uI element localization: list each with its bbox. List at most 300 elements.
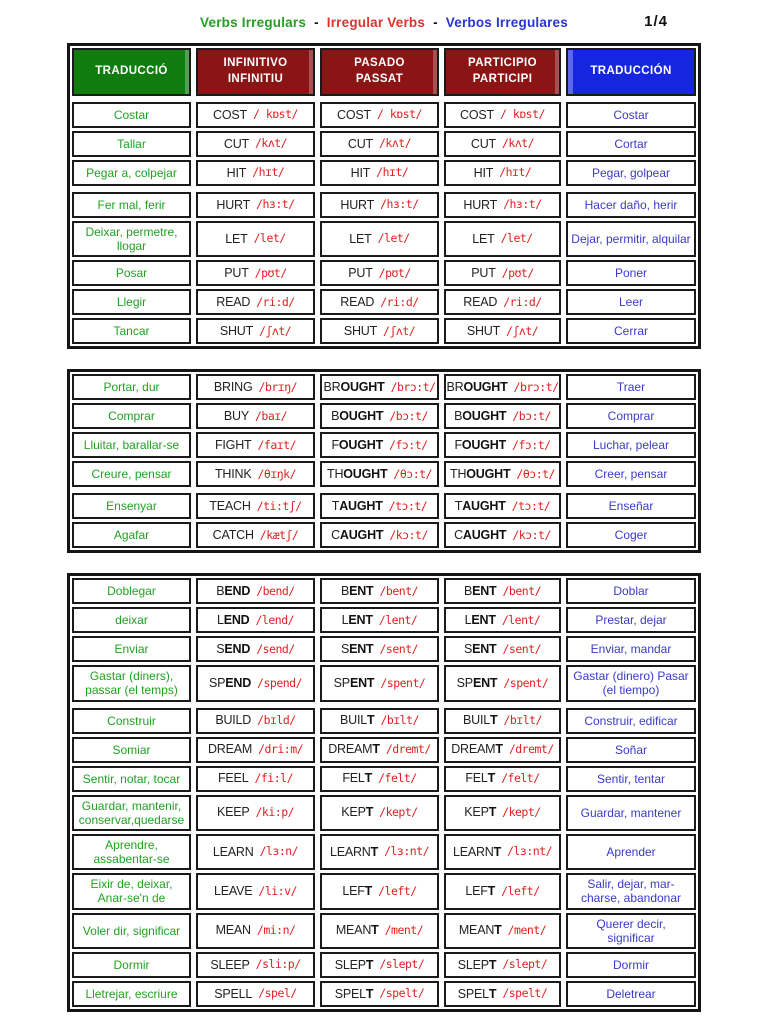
participle-cell [444, 160, 561, 186]
past-cell [320, 665, 439, 701]
catalan-text: Posar [115, 266, 148, 281]
participle-cell [444, 952, 561, 978]
past-cell [320, 578, 439, 604]
title-catalan: Verbs Irregulars [200, 15, 307, 30]
phonetic-text: /ki:p/ [255, 805, 295, 819]
catalan-text: Ensenyar [106, 499, 157, 514]
page-title [0, 0, 768, 37]
table-row [72, 737, 696, 763]
spanish-cell [566, 708, 696, 734]
verb-text: PUT [471, 265, 496, 280]
verb-text: FIGHT [214, 437, 252, 452]
phonetic-text: /spelt/ [379, 986, 425, 1001]
spanish-text: Gastar (dinero) Pasar (el tiempo) [573, 669, 689, 698]
phonetic-text: /lent/ [501, 612, 541, 627]
phonetic-text: /bent/ [502, 583, 542, 598]
spanish-cell [566, 981, 696, 1007]
participle-cell [444, 192, 561, 218]
verb-text: KEPT [341, 805, 374, 820]
table-row [72, 607, 696, 633]
spanish-text: Coger [614, 528, 648, 543]
spanish-cell [566, 289, 696, 315]
catalan-cell [72, 913, 191, 949]
phonetic-text: /kætʃ/ [259, 527, 299, 542]
catalan-cell [72, 403, 191, 429]
verb-text: KEPT [464, 805, 497, 820]
table-row [72, 795, 696, 831]
phonetic-text: /spelt/ [502, 986, 548, 1001]
catalan-text: Agafar [113, 528, 150, 543]
verb-text: PUT [224, 265, 249, 280]
header-label: INFINITIU [227, 73, 284, 85]
catalan-cell [72, 578, 191, 604]
spanish-cell [566, 102, 696, 128]
participle-cell [444, 737, 561, 763]
spanish-text: Sentir, tentar [596, 771, 666, 786]
catalan-cell [72, 160, 191, 186]
table-row [72, 432, 696, 458]
verb-text: FEEL [217, 771, 249, 786]
verb-text: COST [337, 107, 371, 122]
table-row [72, 834, 696, 870]
phonetic-text: / kɒst/ [499, 107, 545, 122]
verb-text: BROUGHT [323, 379, 385, 394]
spanish-cell [566, 834, 696, 870]
catalan-text: Llegir [116, 295, 147, 310]
verb-text: LET [225, 231, 248, 246]
spanish-text: Doblar [613, 584, 649, 599]
past-cell [320, 493, 439, 519]
row-group [72, 102, 696, 186]
participle-cell [444, 432, 561, 458]
phonetic-text: /kept/ [379, 805, 418, 819]
past-cell [320, 260, 439, 286]
past-cell [320, 192, 439, 218]
table-row [72, 636, 696, 662]
header-label: PASSAT [355, 73, 404, 85]
phonetic-text: /bɔ:t/ [512, 408, 551, 423]
phonetic-text: /let/ [500, 231, 533, 246]
verb-text: SLEEP [210, 957, 250, 972]
verb-text: FELT [465, 771, 496, 786]
verb-text: BRING [213, 379, 253, 394]
table-row [72, 131, 696, 157]
phonetic-text: /hɜ:t/ [380, 197, 419, 212]
past-cell [320, 834, 439, 870]
catalan-cell [72, 102, 191, 128]
participle-cell [444, 795, 561, 831]
table-row [72, 522, 696, 548]
catalan-text: Eixir de, deixar, Anar-se'n de [90, 877, 173, 906]
verb-text: LEFT [465, 884, 496, 899]
catalan-cell [72, 221, 191, 257]
table-row [72, 318, 696, 344]
verb-text: MEANT [335, 923, 379, 938]
table-row [72, 766, 696, 792]
phonetic-text: /ʃʌt/ [259, 323, 292, 338]
catalan-text: Gastar (diners), passar (el temps) [85, 669, 178, 698]
spanish-cell [566, 192, 696, 218]
phonetic-text: /lɜ:n/ [259, 844, 299, 859]
verb-text: MEANT [458, 923, 502, 938]
infinitive-cell [196, 260, 315, 286]
spanish-text: Comprar [607, 409, 655, 424]
infinitive-cell [196, 461, 315, 487]
verb-text: BENT [463, 583, 497, 598]
phonetic-text: /ti:tʃ/ [256, 498, 302, 513]
catalan-text: Guardar, mantenir, conservar,quedarse [78, 798, 185, 827]
verb-text: BUILD [215, 713, 252, 728]
phonetic-text: /bɪld/ [257, 712, 296, 727]
spanish-text: Deletrear [606, 986, 656, 1001]
spanish-text: Salir, dejar, mar-charse, abandonar [580, 877, 682, 906]
past-cell [320, 913, 439, 949]
spanish-text: Aprender [606, 845, 656, 860]
verb-text: TAUGHT [331, 498, 383, 513]
spanish-cell [566, 578, 696, 604]
catalan-text: Tancar [113, 324, 150, 339]
verb-text: HURT [463, 197, 498, 212]
catalan-cell [72, 834, 191, 870]
phonetic-text: /li:v/ [258, 883, 297, 898]
past-cell [320, 766, 439, 792]
spanish-text: Traer [616, 380, 646, 395]
phonetic-text: /hɪt/ [499, 165, 532, 180]
phonetic-text: /faɪt/ [257, 437, 297, 452]
past-cell [320, 221, 439, 257]
infinitive-cell [196, 160, 315, 186]
verb-table-1 [67, 43, 701, 349]
phonetic-text: /dri:m/ [258, 741, 304, 756]
verb-text: HIT [226, 165, 247, 180]
past-cell [320, 708, 439, 734]
table-row [72, 221, 696, 257]
phonetic-text: /ʃʌt/ [383, 323, 416, 338]
title-spanish: Verbos Irregulares [445, 15, 568, 30]
phonetic-text: / kɒst/ [376, 107, 422, 122]
phonetic-text: /lent/ [378, 612, 418, 627]
verb-text: CUT [223, 136, 249, 151]
verb-text: LET [349, 231, 372, 246]
catalan-cell [72, 461, 191, 487]
participle-cell [444, 102, 561, 128]
verb-text: CATCH [212, 527, 254, 542]
past-cell [320, 981, 439, 1007]
verb-text: BEND [216, 583, 251, 598]
header-label: INFINITIVO [223, 57, 288, 70]
participle-cell [444, 318, 561, 344]
phonetic-text: /θɔ:t/ [393, 466, 432, 481]
table-row [72, 102, 696, 128]
verb-text: DREAMT [328, 742, 380, 757]
verb-text: LEAVE [214, 884, 253, 899]
phonetic-text: /lɜ:nt/ [384, 844, 430, 859]
table-row [72, 578, 696, 604]
phonetic-text: /mi:n/ [256, 922, 296, 937]
participle-cell [444, 708, 561, 734]
verb-text: BROUGHT [446, 379, 508, 394]
infinitive-cell [196, 665, 315, 701]
verb-text: FOUGHT [331, 437, 384, 452]
phonetic-text: /ʃʌt/ [506, 323, 539, 338]
phonetic-text: /ment/ [507, 922, 547, 937]
phonetic-text: /bɪlt/ [503, 712, 542, 727]
phonetic-text: /kʌt/ [254, 136, 288, 151]
table-row [72, 403, 696, 429]
verb-text: LEARNT [452, 844, 502, 859]
title-english: Irregular Verbs [326, 15, 426, 30]
spanish-cell [566, 131, 696, 157]
spanish-cell [566, 260, 696, 286]
table-row [72, 873, 696, 909]
verb-text: FELT [342, 771, 373, 786]
verb-text: CAUGHT [454, 527, 507, 542]
spanish-text: Poner [614, 266, 648, 281]
verb-text: MEAN [215, 923, 251, 938]
verb-text: LENT [464, 612, 496, 627]
phonetic-text: /send/ [256, 641, 295, 656]
past-cell [320, 636, 439, 662]
verb-text: DREAMT [451, 742, 503, 757]
phonetic-text: /lɜ:nt/ [507, 844, 553, 859]
spanish-text: Construir, edificar [584, 713, 678, 728]
catalan-text: Creure, pensar [91, 467, 172, 482]
phonetic-text: /spend/ [257, 675, 303, 690]
verb-text: COST [213, 107, 247, 122]
spanish-cell [566, 737, 696, 763]
spanish-cell [566, 795, 696, 831]
verb-text: LENT [341, 612, 373, 627]
spanish-cell [566, 374, 696, 400]
table-row [72, 160, 696, 186]
catalan-text: Tallar [117, 136, 146, 151]
verb-text: THINK [214, 466, 252, 481]
phonetic-text: /baɪ/ [254, 408, 288, 423]
verb-text: READ [463, 294, 498, 309]
infinitive-cell [196, 795, 315, 831]
table-row [72, 952, 696, 978]
table-row [72, 260, 696, 286]
phonetic-text: /left/ [378, 883, 417, 898]
table-row [72, 981, 696, 1007]
phonetic-text: /lend/ [255, 612, 295, 627]
spanish-cell [566, 461, 696, 487]
catalan-cell [72, 873, 191, 909]
phonetic-text: /hɜ:t/ [503, 197, 542, 212]
catalan-text: Lluitar, barallar-se [83, 438, 180, 453]
infinitive-cell [196, 318, 315, 344]
header-label: PARTICIPI [472, 73, 533, 85]
verb-text: BUY [223, 408, 249, 423]
phonetic-text: /spent/ [503, 675, 549, 690]
catalan-cell [72, 952, 191, 978]
participle-cell [444, 873, 561, 909]
table-row [72, 913, 696, 949]
catalan-text: Sentir, notar, tocar [82, 771, 181, 786]
verb-text: BOUGHT [454, 408, 507, 423]
infinitive-cell [196, 374, 315, 400]
verb-text: SENT [340, 641, 374, 656]
catalan-cell [72, 522, 191, 548]
table-row [72, 289, 696, 315]
infinitive-cell [196, 578, 315, 604]
verb-text: SHUT [466, 323, 501, 338]
verb-text: SPENT [333, 676, 375, 691]
verb-text: HURT [216, 197, 251, 212]
phonetic-text: /tɔ:t/ [511, 498, 551, 513]
infinitive-cell [196, 432, 315, 458]
past-cell [320, 795, 439, 831]
participle-cell [444, 636, 561, 662]
phonetic-text: /slept/ [502, 957, 548, 972]
phonetic-text: /bɔ:t/ [389, 408, 428, 423]
spanish-cell [566, 221, 696, 257]
participle-cell [444, 403, 561, 429]
spanish-text: Querer decir, significar [596, 916, 666, 945]
spanish-cell [566, 493, 696, 519]
infinitive-cell [196, 192, 315, 218]
header-label: PARTICIPIO [468, 57, 537, 70]
catalan-text: Fer mal, ferir [97, 197, 166, 212]
spanish-text: Guardar, mantener [580, 805, 682, 820]
infinitive-cell [196, 766, 315, 792]
spanish-text: Leer [618, 295, 644, 310]
header-past [320, 48, 439, 96]
catalan-cell [72, 131, 191, 157]
catalan-text: Construir [107, 713, 156, 728]
participle-cell [444, 578, 561, 604]
phonetic-text: /fɔ:t/ [512, 437, 551, 452]
verb-text: READ [340, 294, 375, 309]
verb-text: TEACH [209, 498, 251, 513]
verb-text: KEEP [216, 805, 250, 820]
catalan-text: Pegar a, colpejar [86, 165, 177, 180]
spanish-text: Luchar, pelear [592, 438, 670, 453]
spanish-cell [566, 766, 696, 792]
catalan-cell [72, 708, 191, 734]
verb-text: HIT [473, 165, 494, 180]
verb-text: THOUGHT [450, 466, 511, 481]
tables-area [67, 43, 701, 1012]
header-infinitive [196, 48, 315, 96]
spanish-cell [566, 913, 696, 949]
catalan-cell [72, 766, 191, 792]
spanish-text: Dejar, permitir, alquilar [571, 232, 691, 247]
phonetic-text: /spel/ [258, 986, 297, 1001]
phonetic-text: /brɔ:t/ [390, 379, 436, 394]
verb-text: PUT [348, 265, 373, 280]
phonetic-text: /sli:p/ [255, 957, 301, 972]
spanish-cell [566, 403, 696, 429]
spanish-cell [566, 952, 696, 978]
phonetic-text: /fɔ:t/ [389, 437, 428, 452]
catalan-text: Enviar [114, 642, 149, 657]
spanish-text: Enseñar [608, 499, 654, 514]
phonetic-text: /hɜ:t/ [256, 197, 295, 212]
past-cell [320, 737, 439, 763]
catalan-cell [72, 318, 191, 344]
spanish-text: Cerrar [613, 324, 648, 339]
participle-cell [444, 766, 561, 792]
verb-text: SEND [216, 641, 251, 656]
phonetic-text: /felt/ [501, 770, 540, 785]
table-row [72, 665, 696, 701]
verb-text: SLEPT [457, 957, 497, 972]
header-traduccio [72, 48, 191, 96]
phonetic-text: /kɔ:t/ [389, 527, 428, 542]
past-cell [320, 403, 439, 429]
verb-text: SPENT [456, 676, 498, 691]
table-row [72, 708, 696, 734]
infinitive-cell [196, 289, 315, 315]
spanish-cell [566, 160, 696, 186]
verb-text: BENT [340, 583, 374, 598]
header-group [72, 48, 696, 96]
catalan-text: Somiar [112, 742, 151, 757]
infinitive-cell [196, 708, 315, 734]
infinitive-cell [196, 913, 315, 949]
phonetic-text: /hɪt/ [252, 165, 285, 180]
row-group [72, 708, 696, 1007]
infinitive-cell [196, 607, 315, 633]
verb-text: BOUGHT [331, 408, 384, 423]
verb-text: SLEPT [334, 957, 374, 972]
catalan-cell [72, 432, 191, 458]
verb-text: LEFT [342, 884, 373, 899]
participle-cell [444, 131, 561, 157]
verb-text: LET [472, 231, 495, 246]
verb-text: HURT [340, 197, 375, 212]
phonetic-text: /let/ [377, 231, 410, 246]
catalan-cell [72, 737, 191, 763]
phonetic-text: /kʌt/ [378, 136, 412, 151]
spanish-text: Prestar, dejar [595, 613, 667, 628]
header-label: TRADUCCIÓN [590, 65, 672, 78]
phonetic-text: /dremt/ [508, 741, 554, 756]
catalan-cell [72, 493, 191, 519]
catalan-text: Comprar [108, 409, 155, 424]
spanish-text: Dormir [613, 957, 649, 972]
participle-cell [444, 981, 561, 1007]
table-row [72, 461, 696, 487]
verb-text: LEND [216, 612, 250, 627]
spanish-text: Costar [613, 107, 649, 122]
participle-cell [444, 522, 561, 548]
phonetic-text: /pʊt/ [254, 265, 287, 280]
phonetic-text: /felt/ [378, 770, 417, 785]
spanish-text: Cortar [614, 136, 648, 151]
infinitive-cell [196, 522, 315, 548]
catalan-cell [72, 374, 191, 400]
phonetic-text: /ri:d/ [503, 294, 542, 309]
spanish-cell [566, 665, 696, 701]
verb-text: SPELT [457, 986, 497, 1001]
title-separator: - [314, 15, 319, 30]
row-group [72, 493, 696, 548]
infinitive-cell [196, 221, 315, 257]
spanish-cell [566, 522, 696, 548]
participle-cell [444, 913, 561, 949]
verb-text: HIT [350, 165, 371, 180]
participle-cell [444, 289, 561, 315]
verb-text: LEARN [212, 844, 254, 859]
infinitive-cell [196, 834, 315, 870]
phonetic-text: /ri:d/ [380, 294, 419, 309]
participle-cell [444, 461, 561, 487]
past-cell [320, 873, 439, 909]
phonetic-text: /fi:l/ [254, 770, 293, 785]
spanish-cell [566, 432, 696, 458]
